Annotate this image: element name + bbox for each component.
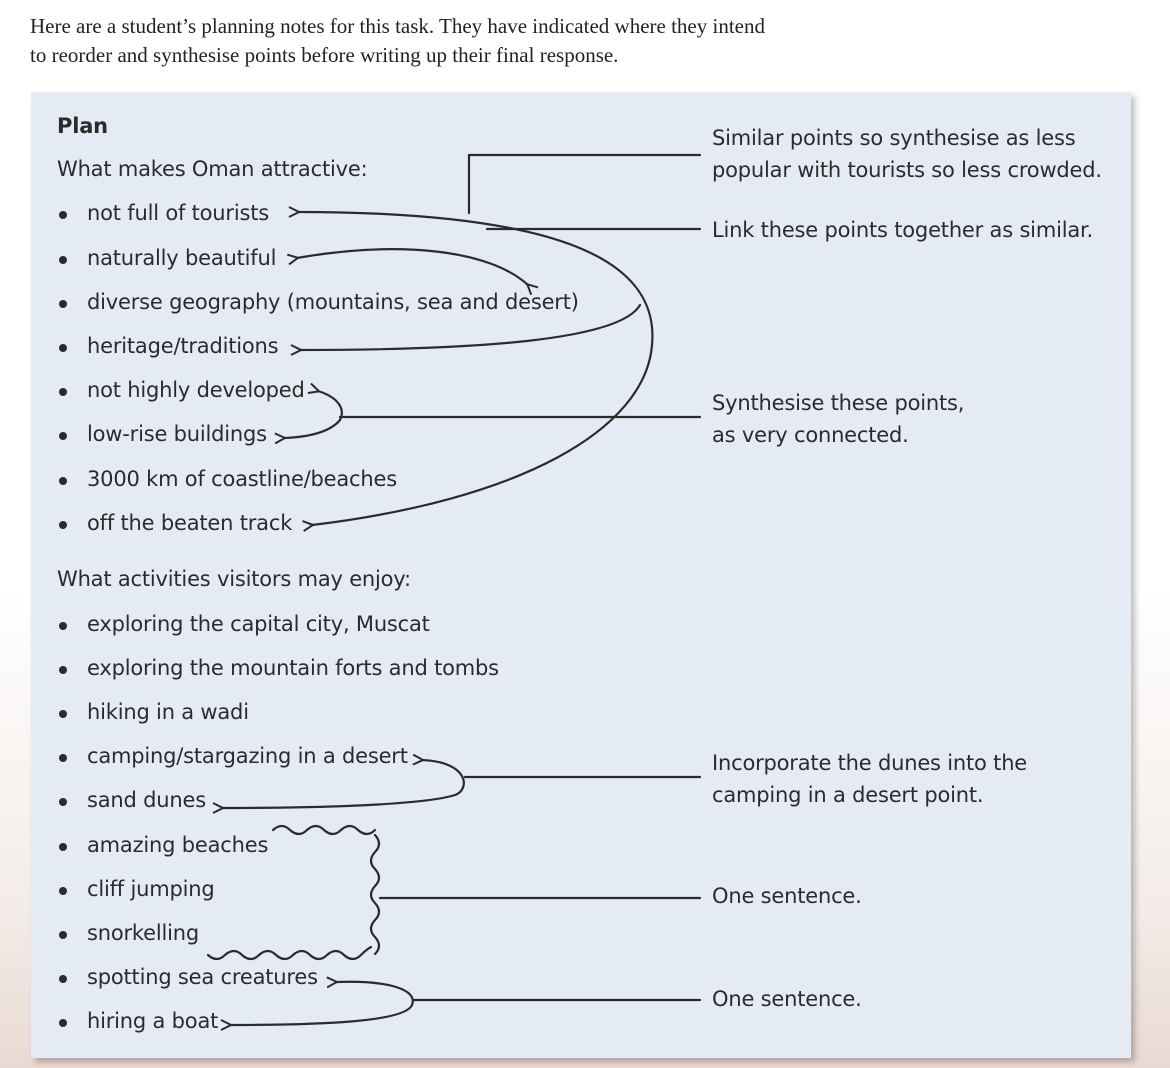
arrow-beautiful-diverse — [297, 249, 528, 285]
arrow-sea-boat — [230, 982, 413, 1025]
annotation-incorporate-dunes-1: Incorporate the dunes into the — [712, 751, 1028, 775]
list-item: spotting sea creatures — [87, 965, 318, 989]
wavy-bracket — [208, 826, 379, 959]
section-heading-attractions: What makes Oman attractive: — [57, 157, 368, 181]
list-item: camping/stargazing in a desert — [87, 744, 408, 768]
list-item: exploring the capital city, Muscat — [87, 612, 430, 636]
bracket-line — [469, 155, 700, 213]
annotation-link-similar: Link these points together as similar. — [712, 218, 1093, 242]
list-item: 3000 km of coastline/beaches — [87, 467, 397, 491]
list-item: naturally beautiful — [87, 246, 277, 270]
annotation-incorporate-dunes-2: camping in a desert point. — [712, 783, 984, 807]
list-item: diverse geography (mountains, sea and desert) — [87, 290, 579, 314]
intro-line-2: to reorder and synthesise points before writing up their final response. — [30, 43, 619, 67]
arrow-to-heritage — [300, 305, 640, 350]
arrow-developed-lowrise — [284, 391, 342, 438]
list-item: heritage/traditions — [87, 334, 279, 358]
intro-line-1: Here are a student’s planning notes for this task. They have indicated where they intend — [30, 14, 765, 38]
annotation-synthesise-less-crowded-1: Similar points so synthesise as less — [712, 126, 1076, 150]
section-heading-activities: What activities visitors may enjoy: — [57, 567, 411, 591]
annotation-synthesise-connected-1: Synthesise these points, — [712, 391, 965, 415]
list-item: not highly developed — [87, 378, 305, 402]
list-item: low-rise buildings — [87, 422, 267, 446]
annotation-one-sentence-boat: One sentence. — [712, 987, 862, 1011]
annotation-synthesise-connected-2: as very connected. — [712, 423, 909, 447]
annotation-one-sentence-beaches: One sentence. — [712, 884, 862, 908]
list-item: amazing beaches — [87, 833, 269, 857]
list-item: exploring the mountain forts and tombs — [87, 656, 499, 680]
list-item: not full of tourists — [87, 201, 270, 225]
list-item: hiking in a wadi — [87, 700, 249, 724]
list-item: snorkelling — [87, 921, 200, 945]
list-item: cliff jumping — [87, 877, 215, 901]
list-item: off the beaten track — [87, 511, 293, 535]
list-item: sand dunes — [87, 788, 206, 812]
annotation-synthesise-less-crowded-2: popular with tourists so less crowded. — [712, 158, 1102, 182]
plan-title: Plan — [57, 114, 108, 138]
arrow-camping-dunes — [222, 760, 464, 808]
list-item: hiring a boat — [87, 1009, 219, 1033]
